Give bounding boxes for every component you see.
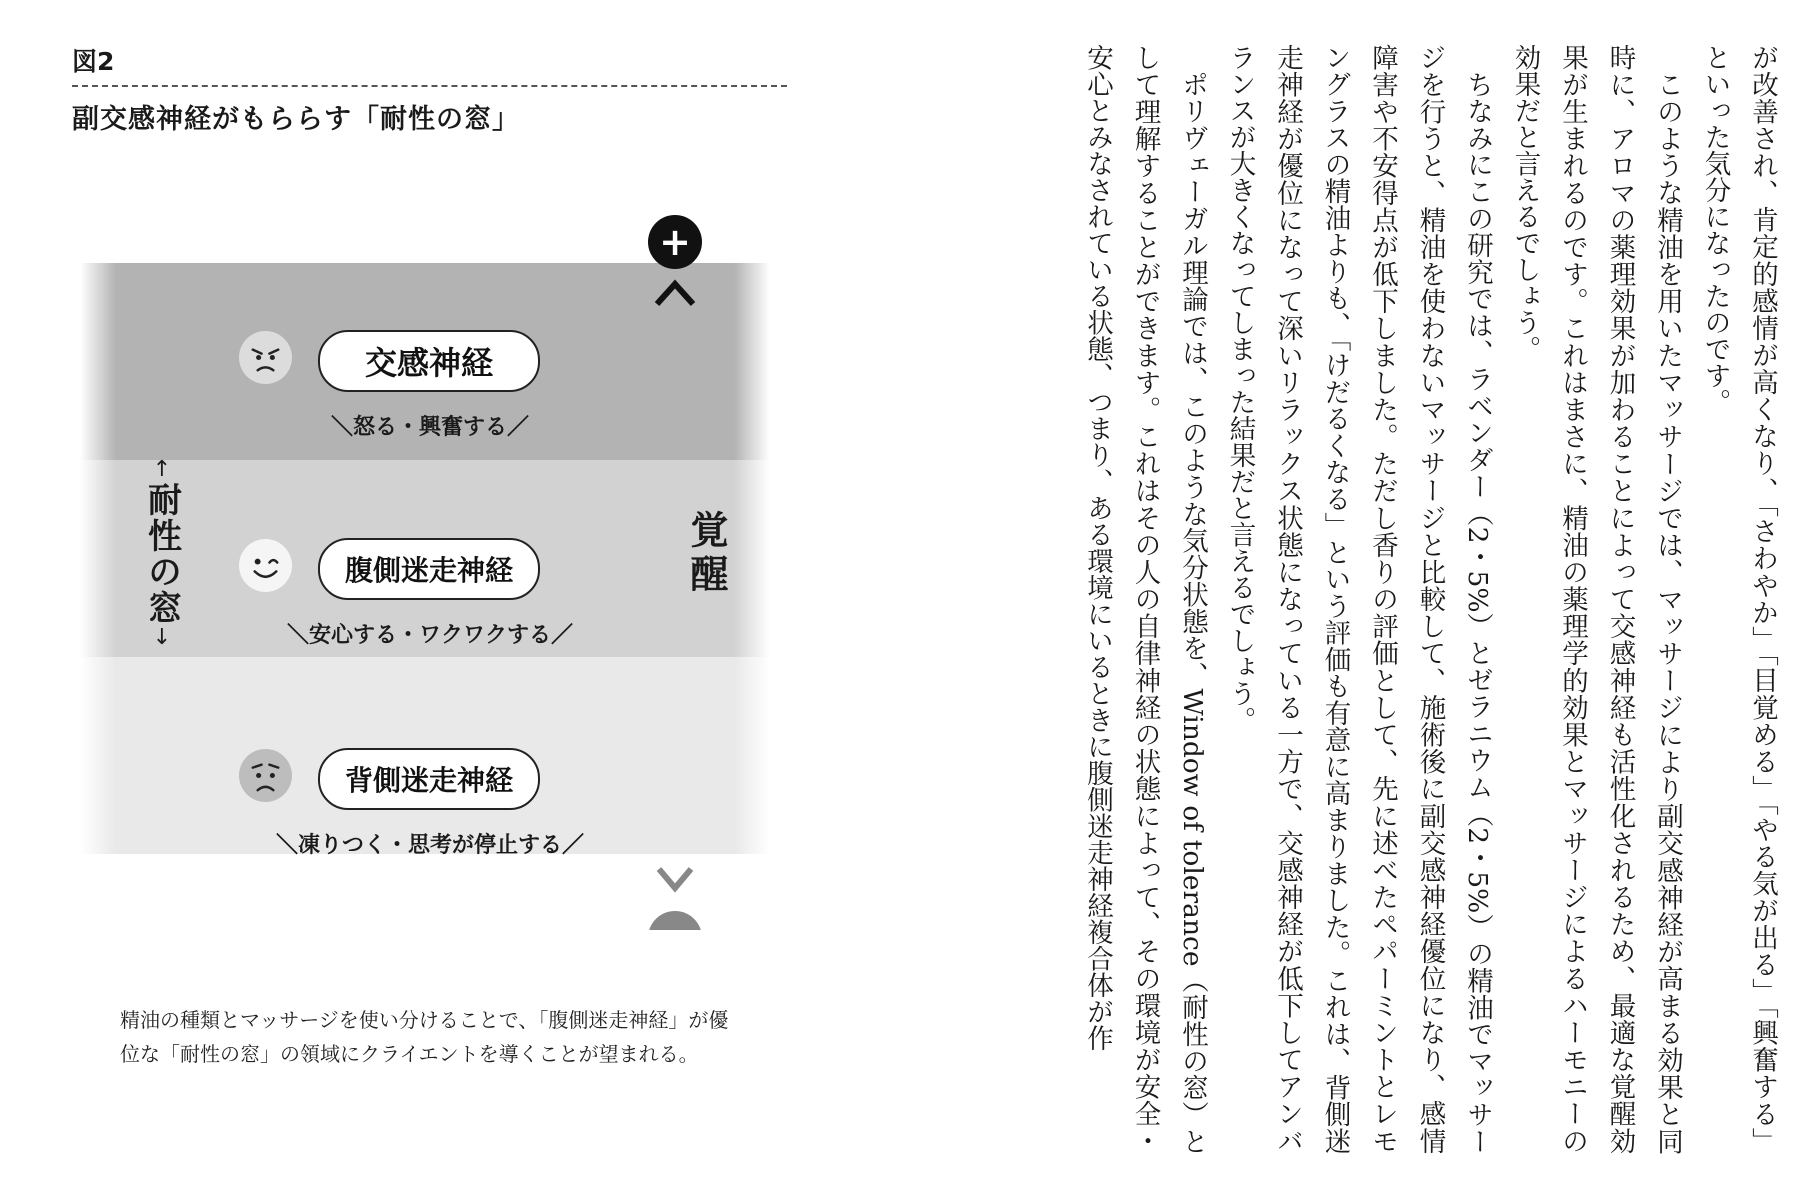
paragraph: このような精油を用いたマッサージでは、マッサージにより副交感神経が高まる効果と同時に、アロマの薬理効果が加わることによって交感神経も活性化されるため、最適な覚醒効果が生まれるのです。これはまさに、精油の薬理学的効果とマッサージによるハーモニーの効果だと言えるでしょう。	[1509, 44, 1683, 1154]
sympathetic-description: ＼怒る・興奮する／	[330, 415, 529, 440]
minus-icon: −	[659, 915, 691, 959]
text-page	[900, 0, 1800, 1200]
down-arrow-icon: ↓	[152, 625, 172, 650]
plus-icon: +	[659, 220, 691, 264]
winking-face-icon	[238, 538, 293, 593]
paragraph: が改善され、肯定的感情が高くなり、「さわやか」「目覚める」「やる気が出る」「興奮する」といった気分になったのです。	[1699, 44, 1778, 1154]
vertical-body-text	[1074, 44, 1787, 1154]
ventral-vagal-label: 腹側迷走神経	[318, 538, 540, 600]
figure-caption: 精油の種類とマッサージを使い分けることで、「腹側迷走神経」が優位な「耐性の窓」の領域にクライエントを導くことが望まれる。	[120, 1008, 729, 1066]
sympathetic-label: 交感神経	[318, 330, 540, 392]
paragraph: ポリヴェーガル理論では、このような気分状態を、Window of tolerance（耐性の窓）として理解することができます。これはその人の自律神経の状態によって、その環境が安全・安心とみなされている状態、つまり、ある環境にいるときに腹側迷走神経複合体が作	[1082, 44, 1208, 1154]
ventral-vagal-description: ＼安心する・ワクワクする／	[286, 623, 573, 648]
figure-number: 図2	[72, 47, 115, 76]
window-of-tolerance-marker	[140, 458, 184, 650]
arousal-label: 覚醒	[684, 510, 728, 598]
dorsal-vagal-description: ＼凍りつく・思考が停止する／	[275, 833, 584, 858]
figure-title: 副交感神経がもららす「耐性の窓」	[72, 104, 520, 135]
worried-face-icon	[238, 748, 293, 803]
angry-face-icon	[238, 330, 293, 385]
up-arrow-icon: ↑	[152, 457, 172, 482]
dashed-divider	[72, 85, 787, 87]
paragraph: ちなみにこの研究では、ラベンダー（2・5%）とゼラニウム（2・5%）の精油でマッサージを行うと、精油を使わないマッサージと比較して、施術後に副交感神経優位になり、感情障害や不安得点が低下しました。ただし香りの評価として、先に述べたペパーミントとレモングラスの精油よりも、「けだるくなる」という評価も有意に高まりました。これは、背側迷走神経が優位になって深いリラックス状態になっている一方で、交感神経が低下してアンバランスが大きくなってしまった結果だと言えるでしょう。	[1224, 44, 1493, 1154]
dorsal-vagal-label: 背側迷走神経	[318, 748, 540, 810]
window-of-tolerance-label: 耐性の窓	[141, 482, 182, 626]
